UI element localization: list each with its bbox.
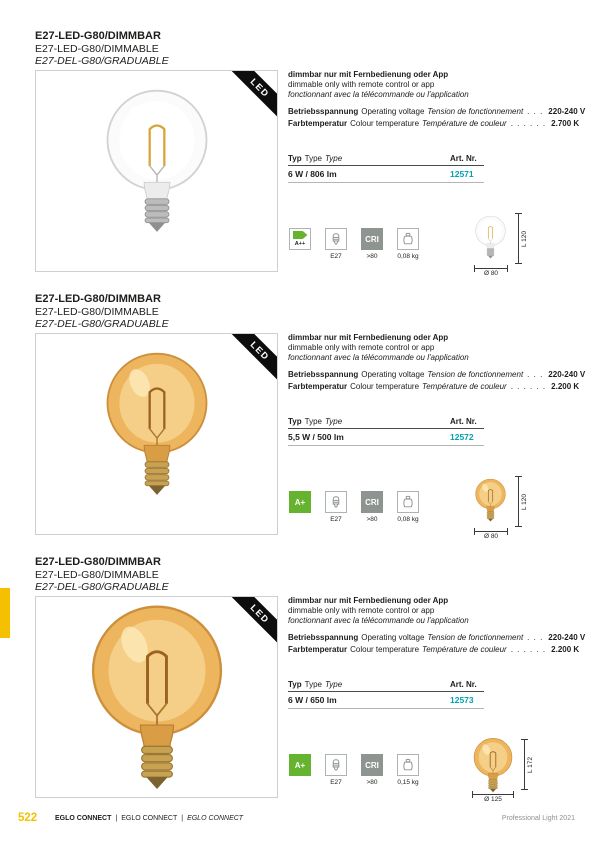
weight-label: 0,15 kg <box>397 779 419 786</box>
spec-label-fr: Tension de fonctionnement <box>427 633 524 642</box>
description-en: dimmable only with remote control or app <box>288 343 435 352</box>
dimension-drawing <box>470 737 575 801</box>
footer-separator: | <box>115 815 118 822</box>
lamp-base-cell <box>324 754 348 786</box>
dimension-drawing <box>470 474 575 538</box>
energy-class-icon <box>289 228 311 250</box>
bulb-image <box>86 602 228 798</box>
spec-value: 220-240 V <box>548 107 586 116</box>
spec-lines <box>288 106 586 130</box>
bulb-screw-base <box>145 199 169 232</box>
lamp-base-cell <box>324 491 348 523</box>
col-typ-fr: Type <box>324 680 343 689</box>
column-type <box>288 680 450 689</box>
page-edge-tab <box>0 588 10 638</box>
spec-value: 2.200 K <box>551 645 580 654</box>
length-dimension-line <box>518 213 519 264</box>
diameter-dimension-label: Ø 80 <box>483 533 499 540</box>
weight-icon <box>397 754 419 776</box>
col-typ-fr: Type <box>324 154 343 163</box>
table-header <box>288 417 484 429</box>
column-art-nr: Art. Nr. <box>450 417 477 426</box>
col-typ-de: Typ <box>288 680 302 689</box>
col-typ-de: Typ <box>288 154 302 163</box>
diameter-dimension-line <box>474 268 508 269</box>
bulb-dimension-image <box>474 215 507 262</box>
spec-label-en: Colour temperature <box>350 645 420 654</box>
attribute-icons <box>288 491 420 523</box>
spec-label-de: Betriebsspannung <box>288 370 359 379</box>
spec-label-de: Farbtemperatur <box>288 382 348 391</box>
energy-arrow-shape <box>293 231 308 239</box>
lamp-base-label: E27 <box>330 253 342 260</box>
length-dimension-label: L 172 <box>527 756 534 774</box>
spec-label-de: Farbtemperatur <box>288 645 348 654</box>
description-de: dimmbar nur mit Fernbedienung oder App <box>288 596 449 605</box>
product-titles <box>35 30 169 68</box>
spec-label-de: Betriebsspannung <box>288 107 359 116</box>
spec-value: 220-240 V <box>548 633 586 642</box>
attribute-icons <box>288 754 420 786</box>
energy-class-label: A+ <box>294 760 306 770</box>
dot-leader: . . . . . . <box>510 119 547 128</box>
footer-brand-en: EGLO CONNECT <box>121 815 178 822</box>
footer-brand-fr: EGLO CONNECT <box>187 815 244 822</box>
spec-label-en: Operating voltage <box>361 107 425 116</box>
cri-icon: CRI <box>361 228 383 250</box>
weight-label: 0,08 kg <box>397 253 419 260</box>
product-image-box <box>35 70 278 272</box>
product-description <box>288 333 575 363</box>
spec-colour-temperature <box>288 381 580 393</box>
product-title-de: E27-LED-G80/DIMMBAR <box>35 30 161 42</box>
led-ribbon: LED <box>227 333 278 384</box>
footer-separator: | <box>181 815 184 822</box>
col-typ-en: Type <box>304 680 322 689</box>
weight-icon <box>397 228 419 250</box>
energy-class-label: A+ <box>294 497 306 507</box>
spec-label-fr: Tension de fonctionnement <box>427 107 524 116</box>
spec-lines <box>288 369 586 393</box>
product-section <box>0 293 600 556</box>
spec-label-fr: Température de couleur <box>422 382 507 391</box>
spec-value: 2.700 K <box>551 119 580 128</box>
type-table <box>288 680 484 709</box>
spec-label-fr: Température de couleur <box>422 119 507 128</box>
description-en: dimmable only with remote control or app <box>288 80 435 89</box>
diameter-dimension-line <box>472 794 514 795</box>
col-typ-en: Type <box>304 154 322 163</box>
dot-leader: . . . <box>527 633 544 642</box>
spec-label-fr: Tension de fonctionnement <box>427 370 524 379</box>
col-typ-en: Type <box>304 417 322 426</box>
lamp-base-label: E27 <box>330 779 342 786</box>
type-cell: 5,5 W / 500 lm <box>288 432 344 442</box>
spec-label-en: Operating voltage <box>361 370 425 379</box>
spec-voltage <box>288 632 586 644</box>
art-nr-cell: 12572 <box>450 432 474 442</box>
product-description <box>288 70 575 100</box>
spec-value: 220-240 V <box>548 370 586 379</box>
description-fr: fonctionnant avec la télécommande ou l'application <box>288 616 469 625</box>
weight-cell <box>396 228 420 260</box>
spec-label-en: Operating voltage <box>361 633 425 642</box>
cri-cell <box>360 228 384 260</box>
page-number: 522 <box>18 812 38 824</box>
weight-cell <box>396 754 420 786</box>
description-de: dimmbar nur mit Fernbedienung oder App <box>288 333 449 342</box>
length-dimension-label: L 120 <box>521 493 528 511</box>
product-title-de: E27-LED-G80/DIMMBAR <box>35 556 161 568</box>
cri-label: >80 <box>366 779 378 786</box>
page-footer <box>0 812 600 834</box>
spec-label-en: Colour temperature <box>350 382 420 391</box>
product-details <box>288 596 586 803</box>
table-row <box>288 166 484 183</box>
bulb-dimension-image <box>474 478 507 525</box>
description-fr: fonctionnant avec la télécommande ou l'application <box>288 353 469 362</box>
footer-brand <box>55 815 243 822</box>
lamp-base-icon <box>325 754 347 776</box>
spec-label-de: Betriebsspannung <box>288 633 359 642</box>
dot-leader: . . . <box>527 107 544 116</box>
column-type <box>288 417 450 426</box>
art-nr-cell: 12573 <box>450 695 474 705</box>
table-row <box>288 692 484 709</box>
cri-label: >80 <box>366 253 378 260</box>
dot-leader: . . . <box>527 370 544 379</box>
product-section <box>0 556 600 819</box>
weight-label: 0,08 kg <box>397 516 419 523</box>
weight-cell <box>396 491 420 523</box>
lamp-base-cell <box>324 228 348 260</box>
attribute-icons <box>288 228 420 260</box>
spec-label-en: Colour temperature <box>350 119 420 128</box>
art-nr-cell: 12571 <box>450 169 474 179</box>
table-header <box>288 680 484 692</box>
product-title-de: E27-LED-G80/DIMMBAR <box>35 293 161 305</box>
energy-class-cell <box>288 228 312 260</box>
length-dimension-line <box>524 739 525 790</box>
product-image-box <box>35 596 278 798</box>
dot-leader: . . . . . . <box>510 645 547 654</box>
product-titles <box>35 293 169 331</box>
column-type <box>288 154 450 163</box>
col-typ-fr: Type <box>324 417 343 426</box>
type-table <box>288 154 484 183</box>
description-de: dimmbar nur mit Fernbedienung oder App <box>288 70 449 79</box>
bulb-screw-base <box>145 462 169 495</box>
spec-value: 2.200 K <box>551 382 580 391</box>
product-section <box>0 30 600 293</box>
table-row <box>288 429 484 446</box>
table-header <box>288 154 484 166</box>
energy-class-cell <box>288 491 312 523</box>
type-cell: 6 W / 806 lm <box>288 169 337 179</box>
catalog-edition: Professional Light 2021 <box>501 815 575 822</box>
product-image-box <box>35 333 278 535</box>
energy-class-icon <box>289 491 311 513</box>
dot-leader: . . . . . . <box>510 382 547 391</box>
lamp-base-label: E27 <box>330 516 342 523</box>
weight-icon <box>397 491 419 513</box>
diameter-dimension-line <box>474 531 508 532</box>
description-fr: fonctionnant avec la télécommande ou l'application <box>288 90 469 99</box>
product-details <box>288 70 586 277</box>
product-title-en: E27-LED-G80/DIMMABLE <box>35 568 159 581</box>
product-title-en: E27-LED-G80/DIMMABLE <box>35 42 159 55</box>
cri-icon: CRI <box>361 491 383 513</box>
dimension-drawing <box>470 211 575 275</box>
product-titles <box>35 556 169 594</box>
spec-colour-temperature <box>288 644 580 656</box>
spec-colour-temperature <box>288 118 580 130</box>
type-cell: 6 W / 650 lm <box>288 695 337 705</box>
footer-brand-de: EGLO CONNECT <box>55 815 112 822</box>
description-en: dimmable only with remote control or app <box>288 606 435 615</box>
energy-class-icon <box>289 754 311 776</box>
spec-voltage <box>288 106 586 118</box>
bulb-screw-base <box>141 746 172 789</box>
diameter-dimension-label: Ø 125 <box>484 796 502 803</box>
cri-icon: CRI <box>361 754 383 776</box>
column-art-nr: Art. Nr. <box>450 680 477 689</box>
bulb-image <box>102 87 212 243</box>
spec-voltage <box>288 369 586 381</box>
lamp-base-icon <box>325 228 347 250</box>
product-title-fr: E27-DEL-G80/GRADUABLE <box>35 318 169 330</box>
diameter-dimension-label: Ø 80 <box>483 270 499 277</box>
length-dimension-line <box>518 476 519 527</box>
column-art-nr: Art. Nr. <box>450 154 477 163</box>
cri-label: >80 <box>366 516 378 523</box>
spec-lines <box>288 632 586 656</box>
type-table <box>288 417 484 446</box>
bulb-image <box>102 350 212 506</box>
col-typ-de: Typ <box>288 417 302 426</box>
energy-class-label: A++ <box>294 241 306 247</box>
led-ribbon: LED <box>227 70 278 121</box>
product-title-fr: E27-DEL-G80/GRADUABLE <box>35 55 169 67</box>
product-details <box>288 333 586 540</box>
cri-cell <box>360 754 384 786</box>
product-title-en: E27-LED-G80/DIMMABLE <box>35 305 159 318</box>
led-ribbon: LED <box>227 596 278 647</box>
energy-class-cell <box>288 754 312 786</box>
spec-label-de: Farbtemperatur <box>288 119 348 128</box>
lamp-base-icon <box>325 491 347 513</box>
cri-cell <box>360 491 384 523</box>
bulb-dimension-image <box>472 737 514 797</box>
product-description <box>288 596 575 626</box>
spec-label-fr: Température de couleur <box>422 645 507 654</box>
length-dimension-label: L 120 <box>521 230 528 248</box>
product-title-fr: E27-DEL-G80/GRADUABLE <box>35 581 169 593</box>
